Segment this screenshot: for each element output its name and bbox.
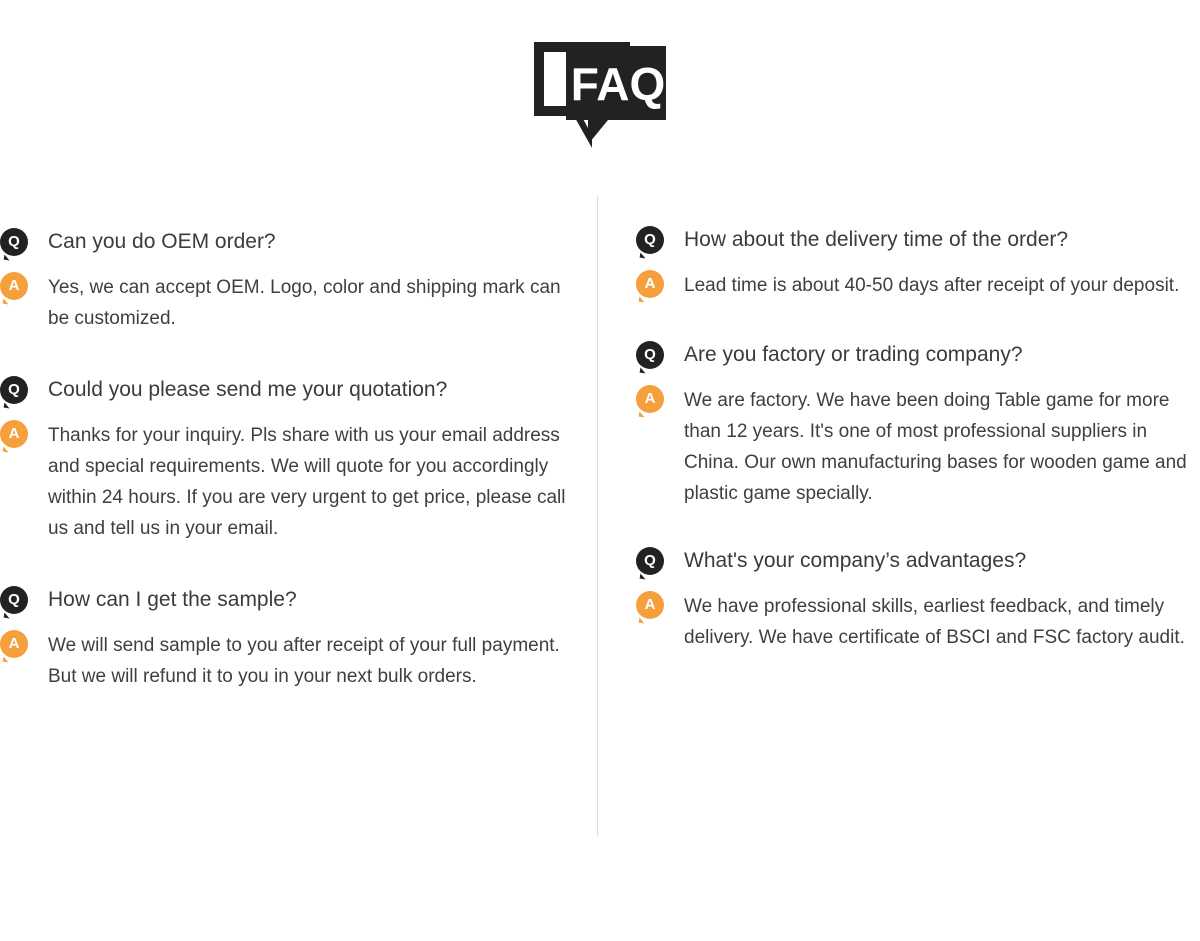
faq-answer-text: Lead time is about 40-50 days after receipt of your deposit. (684, 275, 1180, 296)
question-badge: Q (0, 376, 28, 404)
faq-item (0, 586, 577, 692)
faq-logo (530, 38, 670, 158)
faq-column-left (0, 196, 597, 836)
faq-column-right (597, 196, 1200, 836)
answer-badge: A (636, 591, 664, 619)
faq-item (636, 226, 1190, 301)
faq-question-text: How can I get the sample? (48, 588, 297, 611)
faq-answer-row (0, 420, 577, 544)
faq-question-row (636, 547, 1190, 575)
faq-answer-row (0, 630, 577, 692)
question-badge: Q (636, 547, 664, 575)
faq-answer-text: We are factory. We have been doing Table game for more than 12 years. It's one of most professional suppliers in China. Our own manufacturing bases for wooden game and plastic game specially. (684, 390, 1187, 504)
faq-question-text: Can you do OEM order? (48, 230, 276, 253)
faq-question-row (0, 376, 577, 404)
faq-question-row (0, 228, 577, 256)
faq-item (636, 341, 1190, 509)
faq-question-row (636, 341, 1190, 369)
faq-answer-text: Thanks for your inquiry. Pls share with us your email address and special requirements. We will quote for you accordingly within 24 hours. If you are very urgent to get price, please call us and tell us in your email. (48, 425, 566, 539)
answer-badge: A (636, 270, 664, 298)
answer-badge: A (0, 630, 28, 658)
faq-question-text: Are you factory or trading company? (684, 343, 1023, 366)
answer-badge: A (0, 420, 28, 448)
question-badge: Q (636, 341, 664, 369)
faq-answer-row (636, 385, 1190, 509)
faq-header (0, 0, 1200, 196)
speech-bubble-icon (530, 38, 670, 158)
faq-question-row (636, 226, 1190, 254)
faq-answer-row (0, 272, 577, 334)
faq-answer-row (636, 270, 1190, 301)
faq-question-text: What's your company’s advantages? (684, 549, 1027, 572)
faq-question-text: Could you please send me your quotation? (48, 378, 448, 401)
faq-question-text: How about the delivery time of the order? (684, 228, 1069, 251)
faq-item (636, 547, 1190, 653)
faq-answer-row (636, 591, 1190, 653)
faq-logo-text: FAQ (570, 58, 666, 110)
faq-item (0, 228, 577, 334)
faq-answer-text: Yes, we can accept OEM. Logo, color and shipping mark can be customized. (48, 277, 561, 329)
answer-badge: A (636, 385, 664, 413)
answer-badge: A (0, 272, 28, 300)
faq-item (0, 376, 577, 544)
question-badge: Q (0, 586, 28, 614)
question-badge: Q (0, 228, 28, 256)
faq-question-row (0, 586, 577, 614)
faq-answer-text: We have professional skills, earliest feedback, and timely delivery. We have certificate of BSCI and FSC factory audit. (684, 596, 1185, 648)
faq-answer-text: We will send sample to you after receipt of your full payment. But we will refund it to you in your next bulk orders. (48, 635, 560, 687)
question-badge: Q (636, 226, 664, 254)
faq-columns (0, 196, 1200, 836)
